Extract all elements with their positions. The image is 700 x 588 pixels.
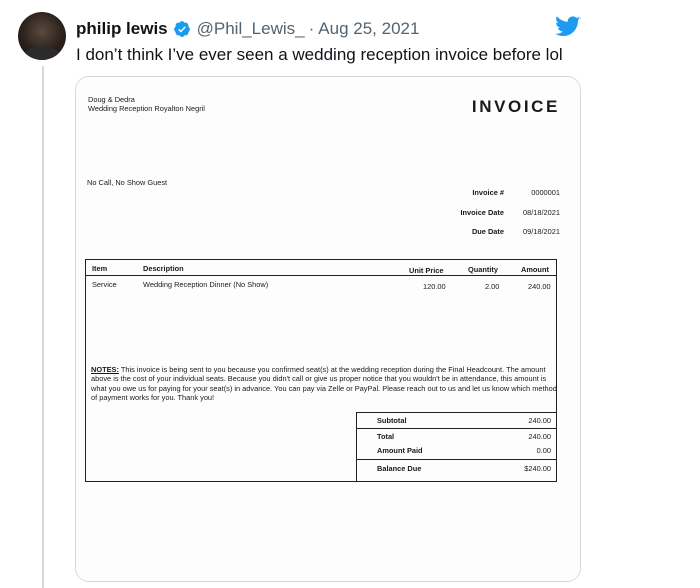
company-name: Doug & Dedra <box>88 95 135 104</box>
divider <box>357 428 557 429</box>
col-unit-price: Unit Price <box>409 266 444 275</box>
total-value: 0.00 <box>536 446 551 455</box>
total-label: Amount Paid <box>377 446 423 455</box>
meta-value: 09/18/2021 <box>523 227 560 236</box>
verified-badge-icon <box>173 20 191 38</box>
col-quantity: Quantity <box>468 265 498 274</box>
cell-quantity: 2.00 <box>485 282 500 291</box>
total-label: Subtotal <box>377 416 407 425</box>
invoice-title: INVOICE <box>471 97 560 116</box>
meta-value: 0000001 <box>531 188 560 197</box>
invoice-document <box>76 77 581 582</box>
tweet-image[interactable] <box>75 76 581 582</box>
table-header <box>86 260 556 276</box>
total-row-subtotal <box>357 414 557 427</box>
tweet-header <box>76 18 419 40</box>
separator: · <box>308 19 315 38</box>
thread-line <box>42 66 44 588</box>
total-value: 240.00 <box>528 416 551 425</box>
tweet-date[interactable]: Aug 25, 2021 <box>318 19 420 38</box>
invoice-notes <box>91 365 557 402</box>
total-label: Total <box>377 432 395 441</box>
total-value: $240.00 <box>524 464 551 473</box>
cell-unit-price: 120.00 <box>423 282 446 291</box>
total-label: Balance Due <box>377 464 422 473</box>
author-handle[interactable]: @Phil_Lewis_ <box>196 19 305 38</box>
invoice-company <box>88 95 205 113</box>
notes-label: NOTES: <box>91 365 119 374</box>
divider <box>357 459 557 460</box>
col-amount: Amount <box>521 265 549 274</box>
meta-label: Invoice Date <box>460 208 504 217</box>
avatar[interactable] <box>18 12 66 60</box>
tweet-text: I don’t think I’ve ever seen a wedding reception invoice before lol <box>76 45 563 64</box>
company-subtitle: Wedding Reception Royalton Negril <box>88 104 205 113</box>
notes-text: This invoice is being sent to you because you confirmed seat(s) at the wedding reception during the Final Headcount. The amount above is the cost of your individual seats. Because you didn't call or give us proper notice that you wouldn't be in attendance, this amount is what you owe us for paying for your seat(s) in advance. You can pay via Zelle or PayPal. Please reach out to us and let us know which method of payment works for you. Thank you! <box>91 365 557 402</box>
meta-row-invoice-number <box>360 188 560 198</box>
total-row-amount-paid <box>357 444 557 457</box>
total-value: 240.00 <box>528 432 551 441</box>
total-row-balance-due <box>357 462 557 475</box>
col-item: Item <box>92 264 108 273</box>
author-name[interactable]: philip lewis <box>76 19 168 38</box>
meta-row-invoice-date <box>360 208 560 218</box>
twitter-bird-icon[interactable] <box>555 16 581 38</box>
cell-description: Wedding Reception Dinner (No Show) <box>143 280 269 289</box>
cell-amount: 240.00 <box>528 282 551 291</box>
bill-to: No Call, No Show Guest <box>87 178 168 187</box>
cell-item: Service <box>92 280 117 289</box>
total-row-total <box>357 430 557 443</box>
totals-box <box>356 412 556 482</box>
meta-label: Due Date <box>471 227 504 236</box>
meta-row-due-date <box>360 227 560 237</box>
invoice-table <box>85 259 557 482</box>
meta-label: Invoice # <box>472 188 504 197</box>
meta-value: 08/18/2021 <box>523 208 560 217</box>
col-description: Description <box>143 264 184 273</box>
